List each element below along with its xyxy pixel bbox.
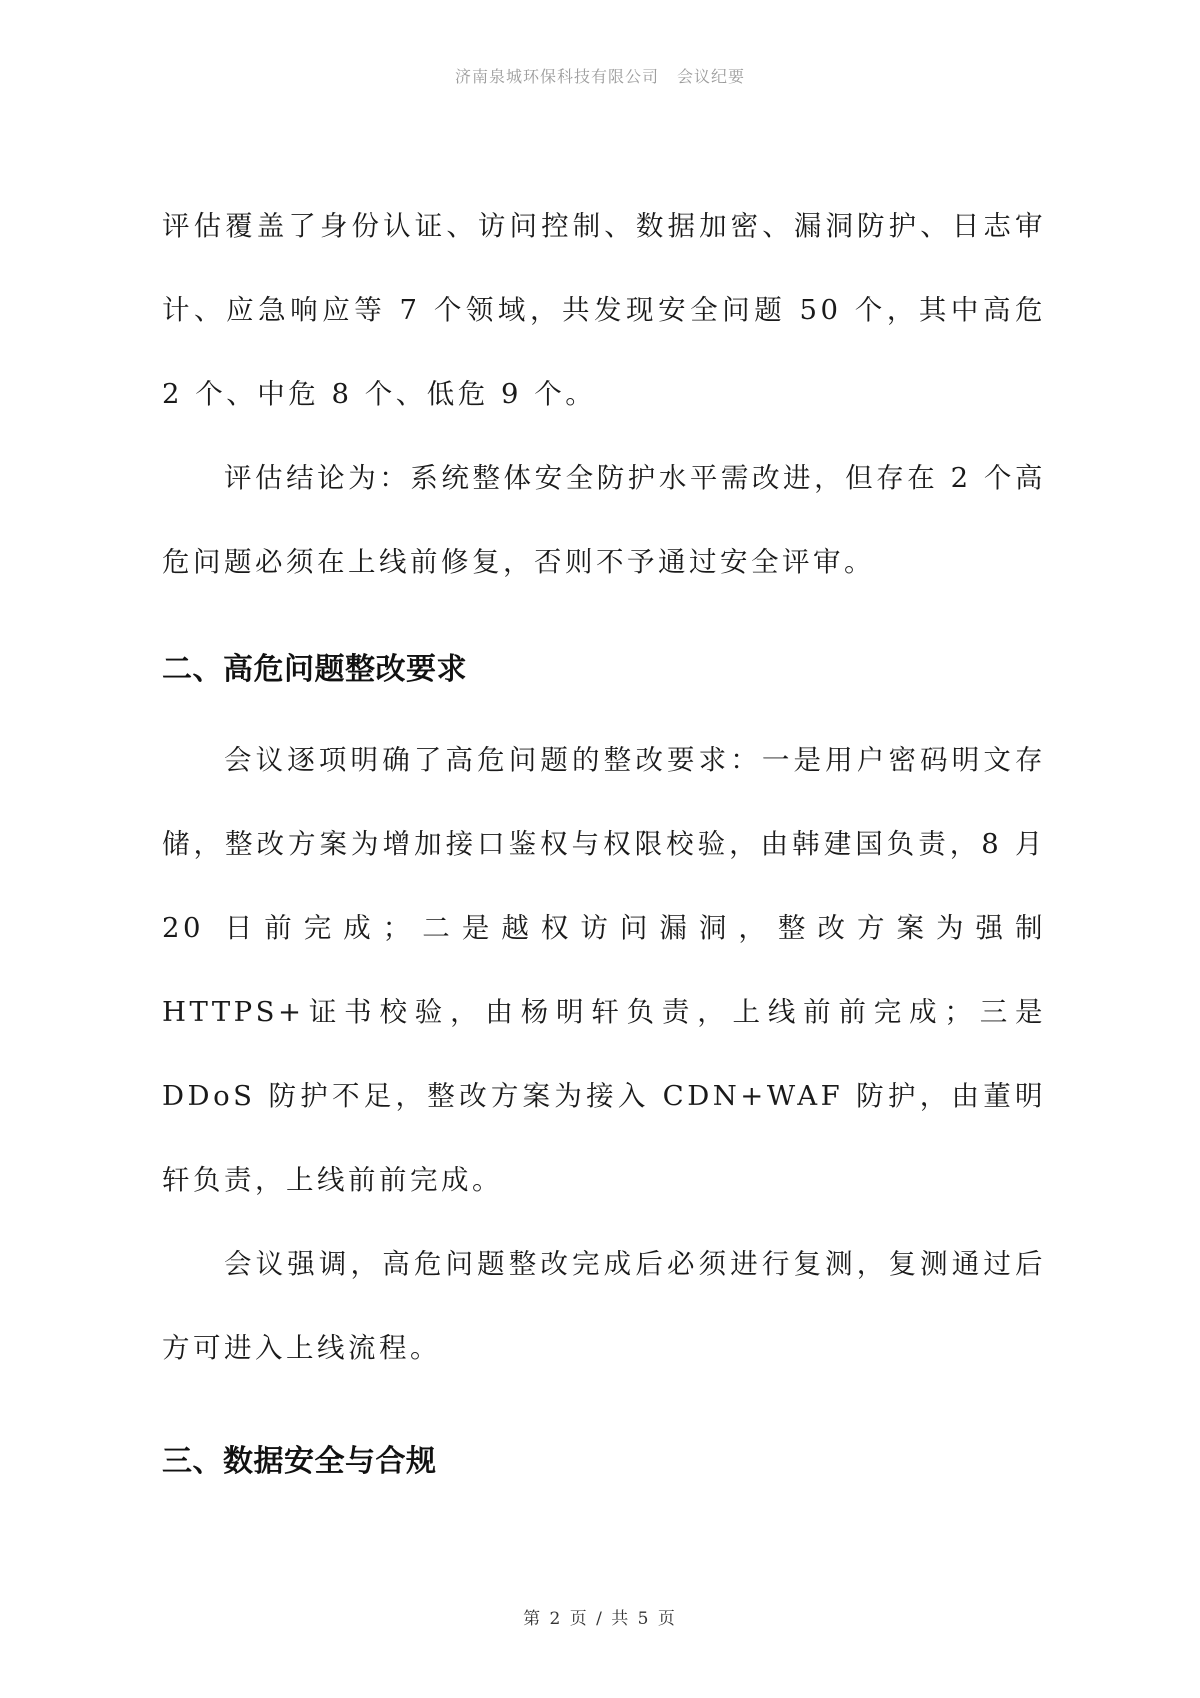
paragraph-rectification-requirements: 会议逐项明确了高危问题的整改要求：一是用户密码明文存储，整改方案为增加接口鉴权与权限校验，由韩建国负责，8 月 20 日前完成；二是越权访问漏洞，整改方案为强制 HTTPS+证书校验，由杨明轩负责，上线前前完成；三是 DDoS 防护不足，整改方案为接入 CDN+WAF 防护，由董明轩负责，上线前前完成。 [162,744,1046,1196]
header-company-name: 济南泉城环保科技有限公司 [454,67,659,86]
header-document-type: 会议纪要 [677,67,746,86]
page-number: 第 2 页 / 共 5 页 [523,1609,677,1629]
page-header [0,64,1200,87]
paragraph-assessment-conclusion: 评估结论为：系统整体安全防护水平需改进，但存在 2 个高危问题必须在上线前修复，否则不予通过安全评审。 [162,462,1046,578]
paragraph-assessment-scope: 评估覆盖了身份认证、访问控制、数据加密、漏洞防护、日志审计、应急响应等 7 个领域，共发现安全问题 50 个，其中高危 2 个、中危 8 个、低危 9 个。 [162,210,1046,410]
section-title-high-risk-rectification: 二、高危问题整改要求 [162,652,467,687]
paragraph-retest-emphasis: 会议强调，高危问题整改完成后必须进行复测，复测通过后方可进入上线流程。 [162,1248,1046,1364]
section-title-data-security-compliance: 三、数据安全与合规 [162,1444,437,1479]
document-body [162,198,1046,1498]
